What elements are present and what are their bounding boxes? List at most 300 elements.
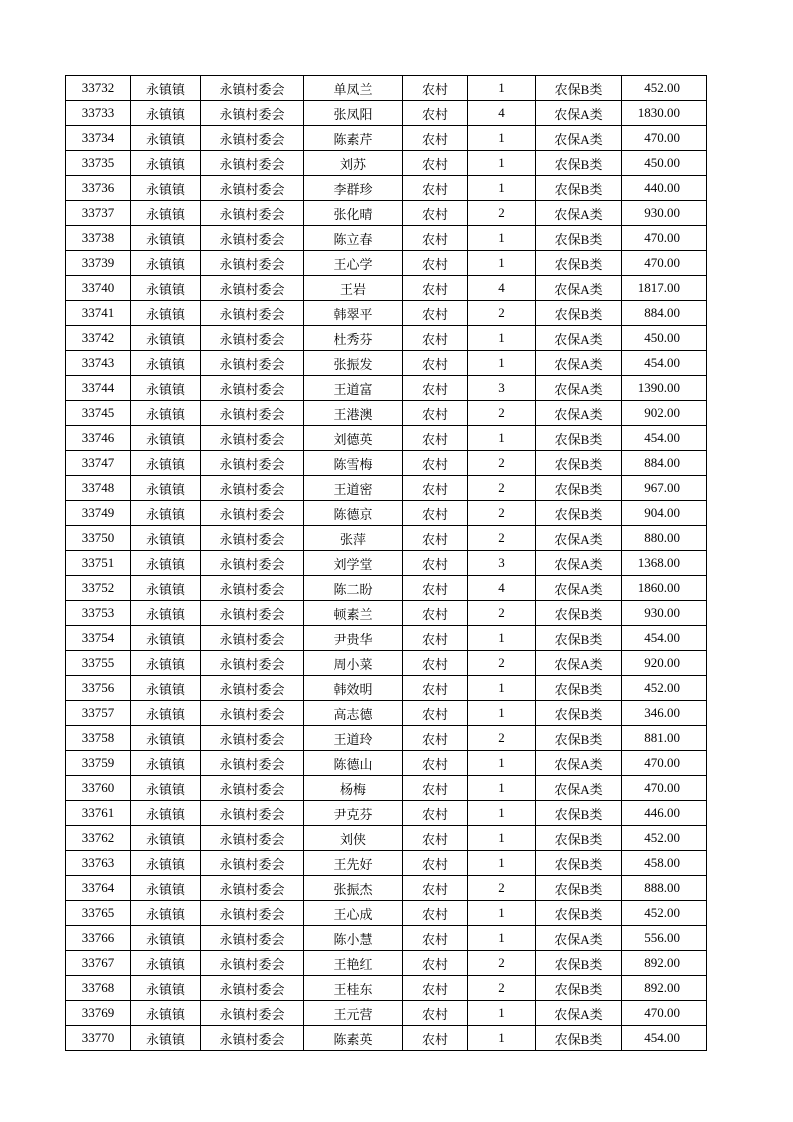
cell-village: 永镇村委会 xyxy=(201,701,304,726)
cell-category: 农保A类 xyxy=(536,926,622,951)
cell-town: 永镇镇 xyxy=(131,776,201,801)
cell-amount: 967.00 xyxy=(622,476,707,501)
cell-name: 周小菜 xyxy=(304,651,403,676)
cell-town: 永镇镇 xyxy=(131,901,201,926)
cell-residence: 农村 xyxy=(403,876,468,901)
cell-name: 陈二盼 xyxy=(304,576,403,601)
cell-name: 陈德山 xyxy=(304,751,403,776)
cell-residence: 农村 xyxy=(403,926,468,951)
cell-residence: 农村 xyxy=(403,851,468,876)
cell-amount: 450.00 xyxy=(622,151,707,176)
cell-count: 2 xyxy=(468,476,536,501)
cell-serial: 33733 xyxy=(66,101,131,126)
cell-village: 永镇村委会 xyxy=(201,326,304,351)
cell-serial: 33735 xyxy=(66,151,131,176)
table-row xyxy=(66,901,707,926)
cell-name: 王先好 xyxy=(304,851,403,876)
cell-category: 农保A类 xyxy=(536,651,622,676)
cell-residence: 农村 xyxy=(403,426,468,451)
cell-count: 2 xyxy=(468,501,536,526)
cell-name: 王道富 xyxy=(304,376,403,401)
cell-count: 1 xyxy=(468,126,536,151)
cell-name: 陈小慧 xyxy=(304,926,403,951)
cell-count: 1 xyxy=(468,426,536,451)
cell-town: 永镇镇 xyxy=(131,626,201,651)
cell-category: 农保B类 xyxy=(536,226,622,251)
cell-count: 1 xyxy=(468,926,536,951)
cell-category: 农保A类 xyxy=(536,351,622,376)
cell-category: 农保A类 xyxy=(536,751,622,776)
cell-amount: 470.00 xyxy=(622,251,707,276)
cell-category: 农保A类 xyxy=(536,101,622,126)
cell-name: 李群珍 xyxy=(304,176,403,201)
cell-serial: 33763 xyxy=(66,851,131,876)
cell-category: 农保B类 xyxy=(536,501,622,526)
cell-count: 1 xyxy=(468,751,536,776)
cell-village: 永镇村委会 xyxy=(201,676,304,701)
cell-amount: 458.00 xyxy=(622,851,707,876)
cell-category: 农保A类 xyxy=(536,1001,622,1026)
table-row xyxy=(66,176,707,201)
cell-town: 永镇镇 xyxy=(131,401,201,426)
table-row xyxy=(66,1001,707,1026)
cell-category: 农保B类 xyxy=(536,301,622,326)
cell-count: 2 xyxy=(468,951,536,976)
table-row xyxy=(66,151,707,176)
cell-town: 永镇镇 xyxy=(131,951,201,976)
cell-serial: 33762 xyxy=(66,826,131,851)
cell-amount: 1830.00 xyxy=(622,101,707,126)
table-row xyxy=(66,926,707,951)
cell-serial: 33743 xyxy=(66,351,131,376)
cell-count: 1 xyxy=(468,626,536,651)
cell-serial: 33766 xyxy=(66,926,131,951)
cell-count: 3 xyxy=(468,551,536,576)
cell-village: 永镇村委会 xyxy=(201,76,304,101)
cell-amount: 1817.00 xyxy=(622,276,707,301)
cell-serial: 33757 xyxy=(66,701,131,726)
cell-town: 永镇镇 xyxy=(131,801,201,826)
cell-residence: 农村 xyxy=(403,276,468,301)
cell-name: 张萍 xyxy=(304,526,403,551)
cell-category: 农保B类 xyxy=(536,801,622,826)
cell-count: 1 xyxy=(468,701,536,726)
cell-amount: 454.00 xyxy=(622,426,707,451)
cell-residence: 农村 xyxy=(403,126,468,151)
cell-residence: 农村 xyxy=(403,101,468,126)
cell-count: 1 xyxy=(468,76,536,101)
cell-amount: 470.00 xyxy=(622,126,707,151)
cell-serial: 33765 xyxy=(66,901,131,926)
cell-town: 永镇镇 xyxy=(131,876,201,901)
cell-amount: 450.00 xyxy=(622,326,707,351)
table-row xyxy=(66,576,707,601)
cell-town: 永镇镇 xyxy=(131,926,201,951)
cell-village: 永镇村委会 xyxy=(201,251,304,276)
table-row xyxy=(66,651,707,676)
cell-serial: 33770 xyxy=(66,1026,131,1051)
cell-amount: 1390.00 xyxy=(622,376,707,401)
cell-town: 永镇镇 xyxy=(131,551,201,576)
cell-residence: 农村 xyxy=(403,551,468,576)
cell-village: 永镇村委会 xyxy=(201,276,304,301)
cell-count: 1 xyxy=(468,901,536,926)
cell-count: 4 xyxy=(468,276,536,301)
cell-residence: 农村 xyxy=(403,751,468,776)
cell-residence: 农村 xyxy=(403,776,468,801)
cell-name: 王岩 xyxy=(304,276,403,301)
cell-village: 永镇村委会 xyxy=(201,601,304,626)
cell-town: 永镇镇 xyxy=(131,326,201,351)
cell-town: 永镇镇 xyxy=(131,76,201,101)
cell-name: 王心成 xyxy=(304,901,403,926)
cell-amount: 452.00 xyxy=(622,901,707,926)
cell-count: 1 xyxy=(468,176,536,201)
cell-count: 1 xyxy=(468,801,536,826)
cell-residence: 农村 xyxy=(403,626,468,651)
cell-name: 张振发 xyxy=(304,351,403,376)
cell-residence: 农村 xyxy=(403,76,468,101)
cell-town: 永镇镇 xyxy=(131,101,201,126)
cell-name: 韩效明 xyxy=(304,676,403,701)
cell-town: 永镇镇 xyxy=(131,526,201,551)
cell-residence: 农村 xyxy=(403,901,468,926)
cell-residence: 农村 xyxy=(403,476,468,501)
cell-name: 高志德 xyxy=(304,701,403,726)
cell-residence: 农村 xyxy=(403,676,468,701)
cell-count: 1 xyxy=(468,151,536,176)
cell-count: 1 xyxy=(468,676,536,701)
cell-village: 永镇村委会 xyxy=(201,826,304,851)
cell-residence: 农村 xyxy=(403,601,468,626)
cell-residence: 农村 xyxy=(403,651,468,676)
cell-village: 永镇村委会 xyxy=(201,951,304,976)
cell-village: 永镇村委会 xyxy=(201,576,304,601)
cell-village: 永镇村委会 xyxy=(201,726,304,751)
cell-village: 永镇村委会 xyxy=(201,151,304,176)
table-row xyxy=(66,301,707,326)
cell-village: 永镇村委会 xyxy=(201,926,304,951)
table-row xyxy=(66,1026,707,1051)
table-row xyxy=(66,276,707,301)
cell-name: 王艳红 xyxy=(304,951,403,976)
cell-amount: 470.00 xyxy=(622,776,707,801)
cell-serial: 33742 xyxy=(66,326,131,351)
cell-serial: 33751 xyxy=(66,551,131,576)
cell-count: 1 xyxy=(468,776,536,801)
table-row xyxy=(66,76,707,101)
cell-amount: 454.00 xyxy=(622,351,707,376)
table-row xyxy=(66,501,707,526)
cell-count: 1 xyxy=(468,851,536,876)
cell-town: 永镇镇 xyxy=(131,226,201,251)
cell-serial: 33769 xyxy=(66,1001,131,1026)
cell-count: 4 xyxy=(468,101,536,126)
cell-serial: 33739 xyxy=(66,251,131,276)
cell-count: 1 xyxy=(468,1026,536,1051)
cell-serial: 33737 xyxy=(66,201,131,226)
cell-residence: 农村 xyxy=(403,726,468,751)
cell-name: 王桂东 xyxy=(304,976,403,1001)
cell-village: 永镇村委会 xyxy=(201,551,304,576)
cell-amount: 454.00 xyxy=(622,1026,707,1051)
cell-serial: 33732 xyxy=(66,76,131,101)
cell-serial: 33738 xyxy=(66,226,131,251)
cell-serial: 33745 xyxy=(66,401,131,426)
cell-amount: 902.00 xyxy=(622,401,707,426)
cell-category: 农保B类 xyxy=(536,826,622,851)
cell-town: 永镇镇 xyxy=(131,1026,201,1051)
cell-category: 农保A类 xyxy=(536,326,622,351)
cell-residence: 农村 xyxy=(403,976,468,1001)
cell-amount: 452.00 xyxy=(622,676,707,701)
cell-residence: 农村 xyxy=(403,701,468,726)
cell-count: 1 xyxy=(468,326,536,351)
cell-serial: 33761 xyxy=(66,801,131,826)
cell-name: 张振杰 xyxy=(304,876,403,901)
cell-village: 永镇村委会 xyxy=(201,876,304,901)
cell-category: 农保B类 xyxy=(536,726,622,751)
table-row xyxy=(66,226,707,251)
cell-serial: 33768 xyxy=(66,976,131,1001)
cell-village: 永镇村委会 xyxy=(201,351,304,376)
cell-name: 顿素兰 xyxy=(304,601,403,626)
cell-name: 单凤兰 xyxy=(304,76,403,101)
cell-village: 永镇村委会 xyxy=(201,801,304,826)
cell-residence: 农村 xyxy=(403,951,468,976)
cell-count: 2 xyxy=(468,976,536,1001)
cell-count: 4 xyxy=(468,576,536,601)
cell-serial: 33754 xyxy=(66,626,131,651)
cell-name: 王元营 xyxy=(304,1001,403,1026)
table-row xyxy=(66,351,707,376)
cell-village: 永镇村委会 xyxy=(201,976,304,1001)
cell-serial: 33736 xyxy=(66,176,131,201)
table-row xyxy=(66,101,707,126)
cell-town: 永镇镇 xyxy=(131,251,201,276)
cell-count: 2 xyxy=(468,726,536,751)
cell-name: 刘学堂 xyxy=(304,551,403,576)
cell-town: 永镇镇 xyxy=(131,351,201,376)
cell-amount: 470.00 xyxy=(622,1001,707,1026)
cell-town: 永镇镇 xyxy=(131,601,201,626)
cell-count: 3 xyxy=(468,376,536,401)
cell-name: 王道密 xyxy=(304,476,403,501)
cell-category: 农保B类 xyxy=(536,626,622,651)
cell-amount: 884.00 xyxy=(622,301,707,326)
cell-category: 农保A类 xyxy=(536,276,622,301)
cell-serial: 33741 xyxy=(66,301,131,326)
cell-amount: 884.00 xyxy=(622,451,707,476)
cell-town: 永镇镇 xyxy=(131,476,201,501)
cell-name: 尹克芬 xyxy=(304,801,403,826)
cell-serial: 33747 xyxy=(66,451,131,476)
table-row xyxy=(66,951,707,976)
cell-category: 农保B类 xyxy=(536,251,622,276)
table-row xyxy=(66,826,707,851)
table-row xyxy=(66,776,707,801)
cell-name: 张化晴 xyxy=(304,201,403,226)
table-row xyxy=(66,976,707,1001)
cell-town: 永镇镇 xyxy=(131,726,201,751)
cell-town: 永镇镇 xyxy=(131,276,201,301)
cell-count: 1 xyxy=(468,226,536,251)
table-row xyxy=(66,801,707,826)
table-row xyxy=(66,201,707,226)
cell-serial: 33759 xyxy=(66,751,131,776)
cell-name: 王道玲 xyxy=(304,726,403,751)
table-body xyxy=(66,76,707,1051)
cell-category: 农保B类 xyxy=(536,151,622,176)
table-row xyxy=(66,751,707,776)
cell-amount: 452.00 xyxy=(622,76,707,101)
cell-name: 杜秀芬 xyxy=(304,326,403,351)
payment-table xyxy=(65,75,707,1051)
cell-town: 永镇镇 xyxy=(131,176,201,201)
cell-amount: 888.00 xyxy=(622,876,707,901)
cell-serial: 33767 xyxy=(66,951,131,976)
cell-category: 农保A类 xyxy=(536,126,622,151)
cell-category: 农保B类 xyxy=(536,876,622,901)
cell-village: 永镇村委会 xyxy=(201,851,304,876)
cell-name: 刘苏 xyxy=(304,151,403,176)
cell-serial: 33760 xyxy=(66,776,131,801)
cell-village: 永镇村委会 xyxy=(201,901,304,926)
cell-serial: 33744 xyxy=(66,376,131,401)
cell-category: 农保A类 xyxy=(536,551,622,576)
cell-name: 刘德英 xyxy=(304,426,403,451)
cell-serial: 33764 xyxy=(66,876,131,901)
cell-count: 1 xyxy=(468,351,536,376)
cell-town: 永镇镇 xyxy=(131,826,201,851)
table-row xyxy=(66,526,707,551)
cell-amount: 930.00 xyxy=(622,201,707,226)
cell-category: 农保A类 xyxy=(536,401,622,426)
cell-village: 永镇村委会 xyxy=(201,451,304,476)
table-row xyxy=(66,726,707,751)
cell-residence: 农村 xyxy=(403,301,468,326)
cell-village: 永镇村委会 xyxy=(201,301,304,326)
cell-residence: 农村 xyxy=(403,501,468,526)
cell-name: 陈素英 xyxy=(304,1026,403,1051)
cell-count: 1 xyxy=(468,826,536,851)
cell-town: 永镇镇 xyxy=(131,751,201,776)
cell-amount: 904.00 xyxy=(622,501,707,526)
cell-town: 永镇镇 xyxy=(131,676,201,701)
table-row xyxy=(66,851,707,876)
cell-category: 农保B类 xyxy=(536,426,622,451)
cell-category: 农保B类 xyxy=(536,176,622,201)
cell-amount: 880.00 xyxy=(622,526,707,551)
cell-amount: 920.00 xyxy=(622,651,707,676)
cell-name: 陈素芹 xyxy=(304,126,403,151)
table-row xyxy=(66,451,707,476)
table-row xyxy=(66,551,707,576)
cell-residence: 农村 xyxy=(403,401,468,426)
cell-amount: 930.00 xyxy=(622,601,707,626)
cell-village: 永镇村委会 xyxy=(201,1001,304,1026)
cell-name: 韩翠平 xyxy=(304,301,403,326)
cell-village: 永镇村委会 xyxy=(201,651,304,676)
cell-residence: 农村 xyxy=(403,326,468,351)
cell-village: 永镇村委会 xyxy=(201,626,304,651)
cell-amount: 892.00 xyxy=(622,951,707,976)
cell-village: 永镇村委会 xyxy=(201,751,304,776)
cell-town: 永镇镇 xyxy=(131,301,201,326)
cell-town: 永镇镇 xyxy=(131,451,201,476)
cell-count: 1 xyxy=(468,1001,536,1026)
cell-category: 农保B类 xyxy=(536,851,622,876)
cell-count: 2 xyxy=(468,526,536,551)
cell-town: 永镇镇 xyxy=(131,851,201,876)
cell-amount: 346.00 xyxy=(622,701,707,726)
table-row xyxy=(66,701,707,726)
cell-village: 永镇村委会 xyxy=(201,526,304,551)
cell-category: 农保B类 xyxy=(536,476,622,501)
cell-name: 杨梅 xyxy=(304,776,403,801)
cell-category: 农保A类 xyxy=(536,776,622,801)
cell-town: 永镇镇 xyxy=(131,126,201,151)
cell-town: 永镇镇 xyxy=(131,201,201,226)
table-row xyxy=(66,326,707,351)
cell-count: 2 xyxy=(468,201,536,226)
table-row xyxy=(66,251,707,276)
cell-category: 农保A类 xyxy=(536,576,622,601)
cell-residence: 农村 xyxy=(403,1001,468,1026)
cell-town: 永镇镇 xyxy=(131,576,201,601)
cell-serial: 33748 xyxy=(66,476,131,501)
cell-village: 永镇村委会 xyxy=(201,1026,304,1051)
cell-village: 永镇村委会 xyxy=(201,226,304,251)
cell-village: 永镇村委会 xyxy=(201,376,304,401)
cell-category: 农保A类 xyxy=(536,201,622,226)
table-row xyxy=(66,676,707,701)
cell-residence: 农村 xyxy=(403,251,468,276)
cell-name: 王港澳 xyxy=(304,401,403,426)
cell-count: 2 xyxy=(468,876,536,901)
cell-residence: 农村 xyxy=(403,451,468,476)
cell-village: 永镇村委会 xyxy=(201,101,304,126)
cell-amount: 881.00 xyxy=(622,726,707,751)
cell-serial: 33740 xyxy=(66,276,131,301)
cell-category: 农保B类 xyxy=(536,976,622,1001)
cell-serial: 33755 xyxy=(66,651,131,676)
table-row xyxy=(66,476,707,501)
cell-category: 农保B类 xyxy=(536,451,622,476)
cell-serial: 33746 xyxy=(66,426,131,451)
table-row xyxy=(66,876,707,901)
cell-residence: 农村 xyxy=(403,1026,468,1051)
cell-name: 张凤阳 xyxy=(304,101,403,126)
table-row xyxy=(66,401,707,426)
cell-name: 王心学 xyxy=(304,251,403,276)
cell-amount: 1860.00 xyxy=(622,576,707,601)
cell-serial: 33756 xyxy=(66,676,131,701)
cell-town: 永镇镇 xyxy=(131,151,201,176)
cell-category: 农保B类 xyxy=(536,901,622,926)
cell-town: 永镇镇 xyxy=(131,376,201,401)
cell-category: 农保B类 xyxy=(536,76,622,101)
cell-village: 永镇村委会 xyxy=(201,476,304,501)
cell-village: 永镇村委会 xyxy=(201,501,304,526)
cell-village: 永镇村委会 xyxy=(201,176,304,201)
cell-category: 农保B类 xyxy=(536,701,622,726)
cell-count: 2 xyxy=(468,451,536,476)
cell-name: 陈立春 xyxy=(304,226,403,251)
cell-name: 尹贵华 xyxy=(304,626,403,651)
table-row xyxy=(66,376,707,401)
table-row xyxy=(66,601,707,626)
